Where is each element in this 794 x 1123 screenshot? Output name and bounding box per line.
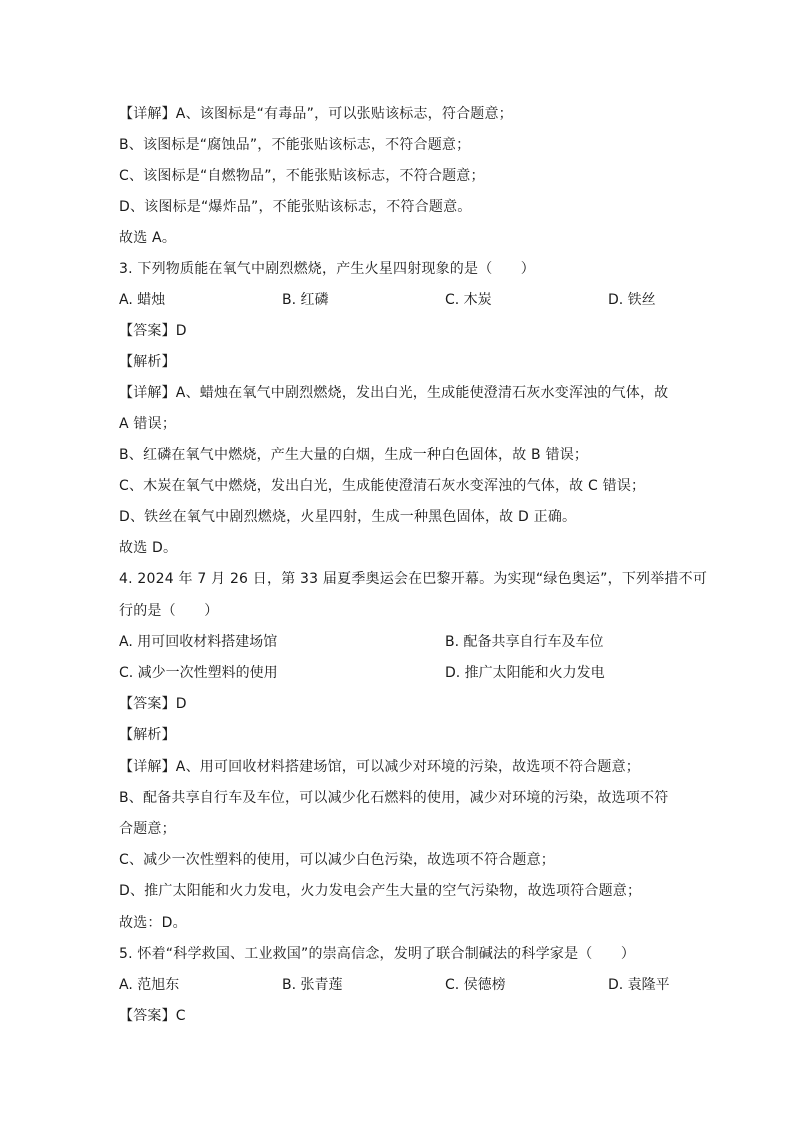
- q3-detail-c: C、木炭在氧气中燃烧，发出白光，生成能使澄清石灰水变浑浊的气体，故 C 错误；: [119, 478, 646, 494]
- q5-option-c: C. 侯德榜: [445, 977, 506, 993]
- q5-stem: 5. 怀着“科学救国、工业救国”的崇高信念，发明了联合制碱法的科学家是（ ）: [119, 946, 636, 962]
- q3-detail-b: B、红磷在氧气中燃烧，产生大量的白烟，生成一种白色固体，故 B 错误；: [119, 447, 589, 463]
- q4-option-c: C. 减少一次性塑料的使用: [119, 665, 278, 681]
- q3-analysis: 【解析】: [119, 354, 176, 370]
- q3-answer: 【答案】D: [119, 323, 187, 339]
- q3-stem: 3. 下列物质能在氧气中剧烈燃烧，产生火星四射现象的是（ ）: [119, 261, 536, 277]
- q4-detail-b-1: B、配备共享自行车及车位，可以减少化石燃料的使用，减少对环境的污染，故选项不符: [119, 790, 669, 806]
- q5-option-b: B. 张青莲: [282, 977, 343, 993]
- q4-stem-1: 4. 2024 年 7 月 26 日，第 33 届夏季奥运会在巴黎开幕。为实现“绿色奥运”，下列举措不可: [119, 571, 708, 587]
- q3-option-b: B. 红磷: [282, 292, 329, 308]
- q4-option-a: A. 用可回收材料搭建场馆: [119, 634, 278, 650]
- q2-detail-a: 【详解】A、该图标是“有毒品”，可以张贴该标志，符合题意；: [119, 106, 513, 122]
- q3-conclusion: 故选 D。: [119, 540, 178, 556]
- q2-detail-c: C、该图标是“自燃物品”，不能张贴该标志，不符合题意；: [119, 168, 485, 184]
- q4-answer: 【答案】D: [119, 696, 187, 712]
- q4-detail-a: 【详解】A、用可回收材料搭建场馆，可以减少对环境的污染，故选项不符合题意；: [119, 759, 640, 775]
- q3-detail-a-1: 【详解】A、蜡烛在氧气中剧烈燃烧，发出白光，生成能使澄清石灰水变浑浊的气体，故: [119, 385, 669, 401]
- q4-detail-b-2: 合题意；: [119, 821, 176, 837]
- q4-detail-d: D、推广太阳能和火力发电，火力发电会产生大量的空气污染物，故选项符合题意；: [119, 883, 642, 899]
- q5-option-d: D. 袁隆平: [608, 977, 670, 993]
- q5-option-a: A. 范旭东: [119, 977, 180, 993]
- q4-option-b: B. 配备共享自行车及车位: [445, 634, 604, 650]
- q3-option-c: C. 木炭: [445, 292, 492, 308]
- q3-option-d: D. 铁丝: [608, 292, 656, 308]
- q2-detail-b: B、该图标是“腐蚀品”，不能张贴该标志，不符合题意；: [119, 137, 471, 153]
- q4-stem-2: 行的是（ ）: [119, 603, 219, 619]
- q2-conclusion: 故选 A。: [119, 230, 177, 246]
- q4-option-d: D. 推广太阳能和火力发电: [445, 665, 605, 681]
- q4-conclusion: 故选：D。: [119, 915, 187, 931]
- q4-detail-c: C、减少一次性塑料的使用，可以减少白色污染，故选项不符合题意；: [119, 852, 555, 868]
- q3-option-a: A. 蜡烛: [119, 292, 166, 308]
- q3-detail-d: D、铁丝在氧气中剧烈燃烧，火星四射，生成一种黑色固体，故 D 正确。: [119, 509, 577, 525]
- q4-analysis: 【解析】: [119, 727, 176, 743]
- q3-detail-a-2: A 错误；: [119, 416, 177, 432]
- q5-answer: 【答案】C: [119, 1008, 186, 1024]
- q2-detail-d: D、该图标是“爆炸品”，不能张贴该标志，不符合题意。: [119, 199, 472, 215]
